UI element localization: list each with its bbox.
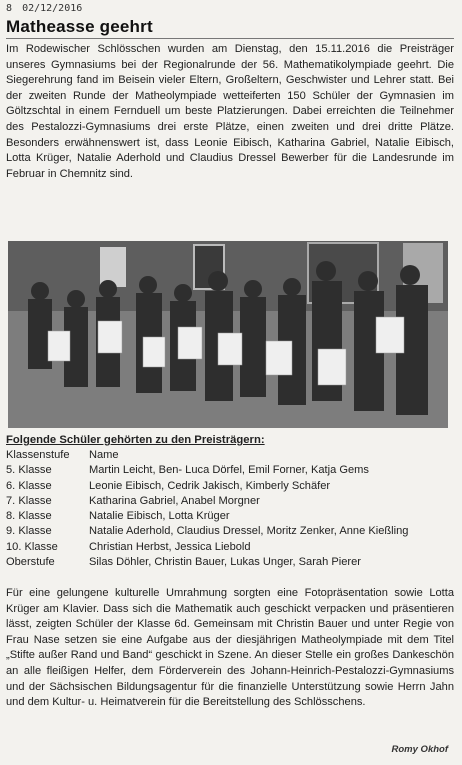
row-names: Silas Döhler, Christin Bauer, Lukas Unger, Sarah Pierer — [89, 556, 361, 569]
row-names: Christian Herbst, Jessica Liebold — [89, 540, 251, 553]
intro-paragraph — [6, 42, 454, 182]
group-photo-image — [8, 241, 448, 428]
winners-table — [6, 449, 408, 571]
header-names: Name — [89, 449, 119, 461]
row-level: 6. Klasse — [6, 479, 52, 492]
issue-date: 02/12/2016 — [22, 3, 83, 14]
page-number: 8 — [6, 3, 13, 14]
group-photo — [8, 241, 448, 428]
title-divider — [6, 38, 454, 39]
row-level: 10. Klasse — [6, 540, 58, 553]
outro-text: Für eine gelungene kulturelle Umrahmung sorgten eine Fotopräsentation sowie Lotta Krüger am Klavier. Dass sich die Mathematik auch geschickt verpacken und präsentieren lässt, zeigten Schüler der Klasse 6d. Gemeinsam mit Christin Bauer und unter Regie von Frau Nase setzen sie eine Aufgabe aus der diesjährigen Matheolympiade mit dem Titel „Stifte außer Rand und Band“ geschickt in Szene. An dieser Stelle ein großes Dankeschön an alle fleißigen Helfer, dem Förderverein des Johann-Heinrich-Pestalozzi-Gymnasiums und der Sächsischen Bildungsagentur für die finanzielle Unterstützung sowie Herrn Jahn und dem Kultur- u. Heimatverein für die Bereitstellung des Schlösschens. — [6, 587, 454, 709]
row-level: Oberstufe — [6, 556, 55, 569]
row-names: Leonie Eibisch, Cedrik Jakisch, Kimberly Schäfer — [89, 479, 331, 492]
table-header-row — [6, 449, 408, 464]
page-header — [6, 3, 82, 14]
table-row — [6, 480, 408, 495]
header-level: Klassenstufe — [6, 449, 70, 461]
row-names: Katharina Gabriel, Anabel Morgner — [89, 494, 260, 507]
table-row — [6, 510, 408, 525]
article-title: Matheasse geehrt — [6, 17, 153, 36]
table-row — [6, 541, 408, 556]
winners-heading: Folgende Schüler gehörten zu den Preisträgern: — [6, 434, 265, 446]
row-names: Martin Leicht, Ben- Luca Dörfel, Emil Forner, Katja Gems — [89, 464, 369, 477]
table-row — [6, 495, 408, 510]
author-name: Romy Okhof — [391, 744, 448, 755]
row-level: 8. Klasse — [6, 510, 52, 523]
row-level: 7. Klasse — [6, 494, 52, 507]
table-row — [6, 464, 408, 479]
table-row — [6, 525, 408, 540]
row-names: Natalie Eibisch, Lotta Krüger — [89, 510, 230, 523]
outro-paragraph — [6, 586, 454, 711]
table-row — [6, 556, 408, 571]
row-level: 5. Klasse — [6, 464, 52, 477]
row-names: Natalie Aderhold, Claudius Dressel, Moritz Zenker, Anne Kießling — [89, 525, 409, 538]
intro-text: Im Rodewischer Schlösschen wurden am Dienstag, den 15.11.2016 die Preisträger unseres Gymnasiums bei der Regionalrunde der 56. Mathematikolympiade geehrt. Die Siegerehrung fand im Beisein vieler Eltern, Großeltern, Geschwister und Lehrer statt. Bei der zweiten Runde der Matheolympiade wetteiferten 150 Schüler der Gymnasien im Göltzschtal in einem Fernduell um beste Platzierungen. Dabei erreichten die Teilnehmer des Pestalozzi-Gymnasiums drei erste Plätze, einen zweiten und drei dritte Plätze. Besonders erwähnenswert ist, dass Leonie Eibisch, Katharina Gabriel, Natalie Eibisch, Lotta Krüger, Natalie Aderhold und Claudius Dressel Bewerber für die Landesrunde im Februar in Chemnitz sind. — [6, 43, 454, 180]
row-level: 9. Klasse — [6, 525, 52, 538]
